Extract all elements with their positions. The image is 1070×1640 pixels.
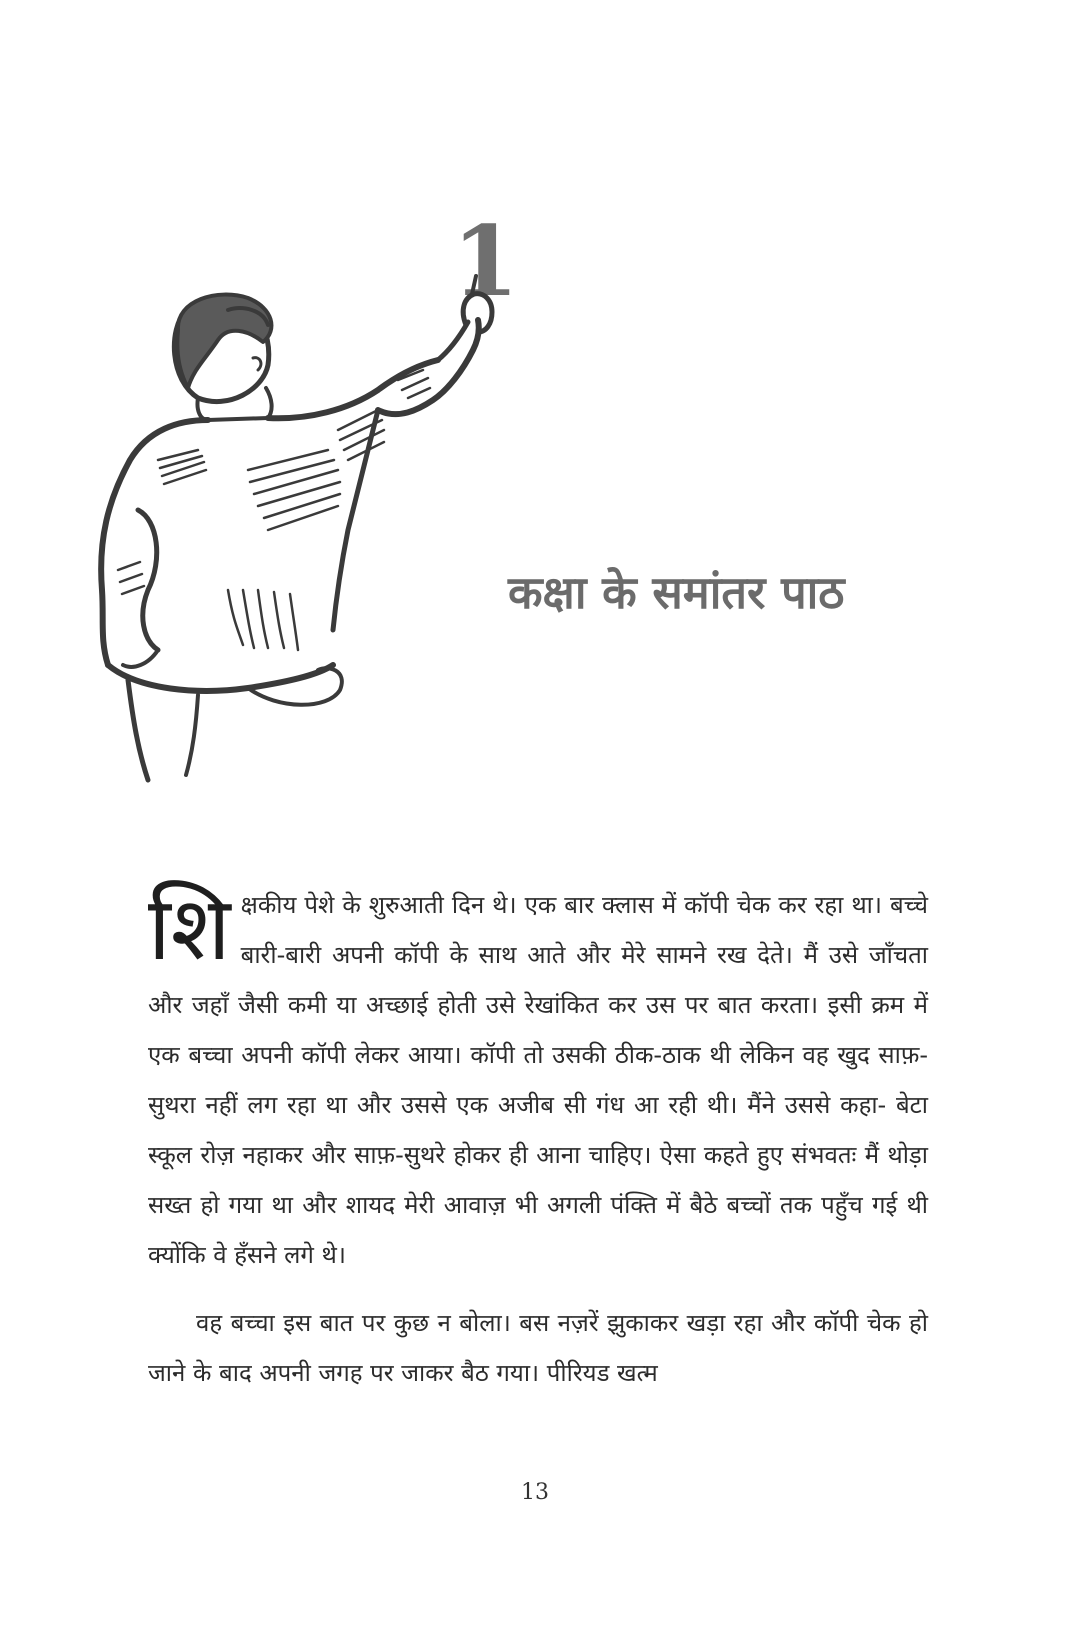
hair — [177, 295, 271, 388]
paragraph-2: वह बच्चा इस बात पर कुछ न बोला। बस नज़रें झुकाकर खड़ा रहा और कॉपी चेक हो जाने के बाद अपनी जगह पर जाकर बैठ गया। पीरियड खत्म — [148, 1309, 928, 1387]
teacher-sketch-icon — [78, 270, 538, 790]
chapter-title: कक्षा के समांतर पाठ — [508, 566, 845, 619]
drop-cap: शि — [148, 877, 231, 980]
paragraph-1 — [148, 877, 928, 1280]
chapter-body — [148, 877, 928, 1416]
page-number: 13 — [521, 1480, 549, 1505]
waist — [108, 665, 333, 691]
paragraph-1-text: क्षकीय पेशे के शुरुआती दिन थे। एक बार क्लास में कॉपी चेक कर रहा था। बच्चे बारी-बारी अपनी कॉपी के साथ आते और मेरे सामने रख देते। मैं उसे जाँचता और जहाँ जैसी कमी या अच्छाई होती उसे रेखांकित कर उस पर बात करता। इसी क्रम में एक बच्चा अपनी कॉपी लेकर आया। कॉपी तो उसकी ठीक-ठाक थी लेकिन वह खुद साफ़-सुथरा नहीं लग रहा था और उससे एक अजीब सी गंध आ रही थी। मैंने उससे कहा- बेटा स्कूल रोज़ नहाकर और साफ़-सुथरे होकर ही आना चाहिए। ऐसा कहते हुए संभवतः मैं थोड़ा सख्त हो गया था और शायद मेरी आवाज़ भी अगली पंक्ति में बैठे बच्चों तक पहुँच गई थी क्योंकि वे हँसने लगे थे। — [148, 891, 928, 1269]
collar — [197, 388, 271, 420]
chapter-number: 1 — [452, 205, 519, 318]
raised-arm — [378, 320, 479, 414]
